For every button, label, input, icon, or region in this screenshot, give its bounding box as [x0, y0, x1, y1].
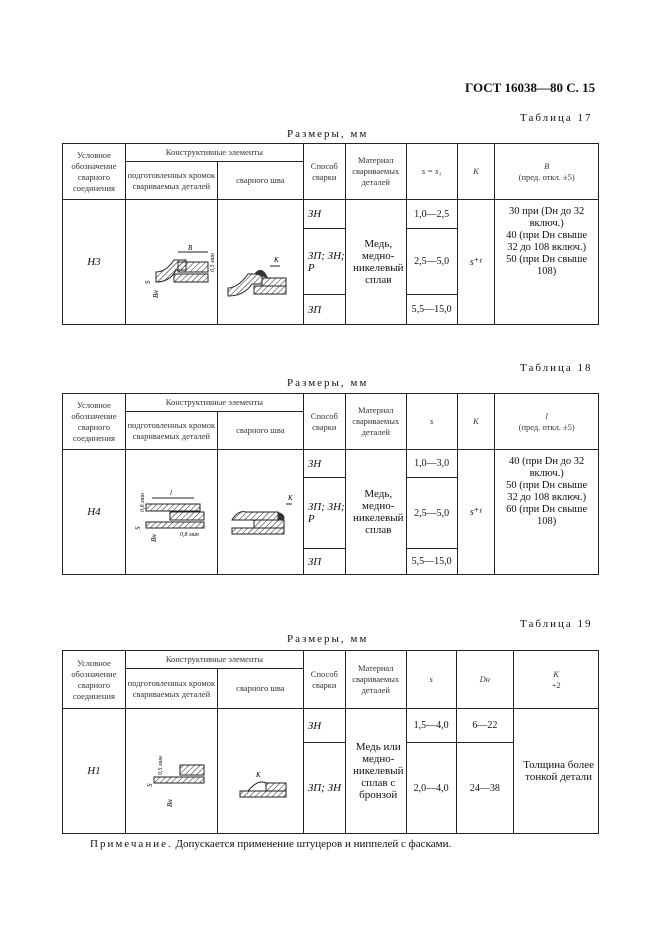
l-values [495, 450, 599, 575]
head-weld: сварного шва [217, 412, 303, 450]
joint-code: Н1 [63, 709, 126, 834]
head-group: Конструктивные элементы [125, 651, 303, 669]
table-19 [62, 650, 599, 834]
k-value: s⁺¹ [457, 450, 495, 575]
head-last-sub: (пред. откл. ±5) [518, 171, 575, 182]
drawing-weld [217, 450, 303, 575]
b-values [495, 200, 599, 325]
head-group: Конструктивные элементы [125, 394, 303, 412]
method-1: ЗН [303, 709, 345, 743]
head-designation: Условное обозначение сварного соединения [63, 651, 126, 709]
head-last-symbol: K [553, 668, 559, 679]
method-2: ЗП; ЗН; Р [303, 478, 345, 549]
note-label: Примечание. [90, 838, 173, 850]
head-last [495, 394, 599, 450]
head-group: Конструктивные элементы [125, 144, 303, 162]
s-value-3: 5,5—15,0 [406, 295, 457, 325]
label-min-top: 0,8 мин [139, 493, 146, 512]
head-method: Способ сварки [303, 651, 345, 709]
label-k: К [273, 256, 279, 264]
weld-seam-drawing [218, 709, 302, 833]
drawing-weld [217, 200, 303, 325]
s-value-1: 1,0—3,0 [406, 450, 457, 478]
k-value: Толщина более тонкой детали [514, 709, 599, 834]
k-value: s⁺¹ [457, 200, 495, 325]
label-k: К [255, 771, 261, 779]
label-s: S [145, 783, 154, 787]
weld-seam-drawing [218, 450, 302, 574]
d-value-1: 6—22 [456, 709, 514, 743]
b-value-1: 30 при (Dн до 32 включ.) [509, 206, 585, 229]
table-19-number: Таблица 19 [520, 618, 593, 630]
l-value-3: 60 (при Dн свыше 108) [506, 504, 588, 527]
s-value-1: 1,0—2,5 [406, 200, 457, 229]
drawing-weld [217, 709, 303, 834]
head-last-symbol: B [544, 160, 550, 171]
table-17 [62, 143, 599, 325]
label-dn: Вн [151, 290, 160, 298]
weld-seam-drawing [218, 200, 302, 324]
note-text: Допускается применение штуцеров и ниппелей с фасками. [175, 838, 452, 850]
head-d: Dн [456, 651, 514, 709]
s-value-2: 2,5—5,0 [406, 229, 457, 295]
head-last-symbol: l [545, 410, 548, 421]
label-s: S [133, 526, 142, 530]
b-value-3: 50 (при Dн свыше 108) [506, 254, 588, 277]
table-18-caption: Размеры, мм [287, 377, 369, 389]
label-s: S [143, 280, 152, 284]
method-1: ЗН [303, 450, 345, 478]
method-3: ЗП [303, 295, 345, 325]
head-last [495, 144, 599, 200]
joint-code: Н3 [63, 200, 126, 325]
label-min-bottom: 0,8 мин [179, 532, 199, 538]
label-dn: Вн [149, 534, 158, 542]
l-value-1: 40 (при Dн до 32 включ.) [509, 456, 585, 479]
material: Медь, медно-никелевый сплав [345, 450, 406, 575]
drawing-prepared [125, 200, 217, 325]
label-min: 0,5 мин [157, 756, 164, 775]
table-18 [62, 393, 599, 575]
head-k: K [457, 144, 495, 200]
method-2: ЗП; ЗН; Р [303, 229, 345, 295]
method-1: ЗН [303, 200, 345, 229]
drawing-prepared [125, 709, 217, 834]
head-last-sub: (пред. откл. ±5) [518, 421, 575, 432]
head-material: Материал свариваемых деталей [345, 651, 406, 709]
label-b: В [187, 244, 193, 252]
prepared-edges-drawing [126, 200, 216, 324]
s-value-2: 2,5—5,0 [406, 478, 457, 549]
table-17-number: Таблица 17 [520, 112, 593, 124]
head-last-sub: +2 [551, 679, 561, 690]
head-s: s = s₁ [406, 144, 457, 200]
s-value-2: 2,0—4,0 [406, 743, 456, 834]
material: Медь, медно-никелевый сплав [345, 200, 406, 325]
head-method: Способ сварки [303, 144, 345, 200]
head-prepared: подготовленных кромок свариваемых деталей [125, 412, 217, 450]
joint-code: Н4 [63, 450, 126, 575]
table-18-number: Таблица 18 [520, 362, 593, 374]
head-s: s [406, 651, 456, 709]
head-material: Материал свариваемых деталей [345, 394, 406, 450]
method-3: ЗП [303, 549, 345, 575]
table-19-caption: Размеры, мм [287, 633, 369, 645]
head-last [514, 651, 599, 709]
head-designation: Условное обозначение сварного соединения [63, 394, 126, 450]
prepared-edges-drawing [126, 709, 216, 833]
head-designation: Условное обозначение сварного соединения [63, 144, 126, 200]
head-prepared: подготовленных кромок свариваемых деталей [125, 669, 217, 709]
head-s: s [406, 394, 457, 450]
head-method: Способ сварки [303, 394, 345, 450]
head-prepared: подготовленных кромок свариваемых деталей [125, 162, 217, 200]
head-k: K [457, 394, 495, 450]
l-value-2: 50 (при Dн свыше 32 до 108 включ.) [506, 480, 588, 503]
d-value-2: 24—38 [456, 743, 514, 834]
head-weld: сварного шва [217, 669, 303, 709]
label-k: К [287, 494, 293, 502]
drawing-prepared [125, 450, 217, 575]
material: Медь или медно-никелевый сплав с бронзой [345, 709, 406, 834]
method-2: ЗП; ЗН [303, 743, 345, 834]
s-value-3: 5,5—15,0 [406, 549, 457, 575]
head-material: Материал свариваемых деталей [345, 144, 406, 200]
prepared-edges-drawing [126, 450, 216, 574]
label-min: 0,5 мин [209, 253, 216, 272]
page-header: ГОСТ 16038—80 С. 15 [465, 80, 596, 95]
label-l: l [169, 489, 172, 497]
table-17-caption: Размеры, мм [287, 128, 369, 140]
b-value-2: 40 (при Dн свыше 32 до 108 включ.) [506, 230, 588, 253]
s-value-1: 1,5—4,0 [406, 709, 456, 743]
head-weld: сварного шва [217, 162, 303, 200]
note [90, 838, 451, 850]
label-dn: Вн [165, 799, 174, 807]
